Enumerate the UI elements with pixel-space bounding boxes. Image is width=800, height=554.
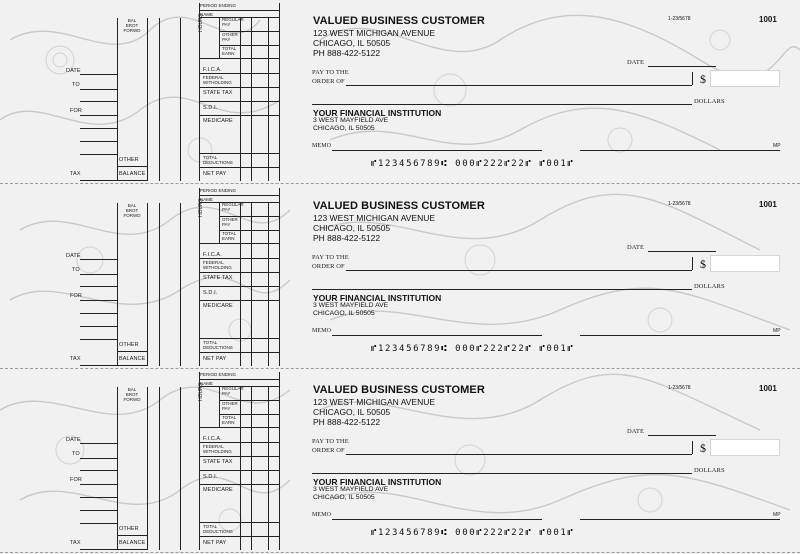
rule-line bbox=[199, 372, 200, 550]
check-3 bbox=[0, 369, 800, 553]
rule-line bbox=[580, 519, 780, 520]
rule-line bbox=[80, 313, 117, 314]
rule-line bbox=[199, 101, 279, 102]
rule-line bbox=[199, 536, 279, 537]
text-line: PAY bbox=[222, 207, 231, 212]
text-line: BROT bbox=[125, 23, 139, 28]
rule-line bbox=[199, 286, 279, 287]
pay-to-label: PAY TO THE bbox=[312, 438, 349, 445]
rule-line bbox=[219, 386, 220, 427]
text-line: 3 WEST MAYFIELD AVE bbox=[313, 302, 389, 309]
text-line: CHICAGO, IL 50505 bbox=[313, 38, 391, 48]
tax-label: TAX bbox=[70, 356, 81, 362]
dollar-sign: $ bbox=[700, 441, 706, 455]
routing-fraction: 1-23/5678 bbox=[668, 16, 691, 22]
rule-line bbox=[219, 45, 279, 46]
memo-label: MEMO bbox=[312, 512, 332, 518]
customer-name: VALUED BUSINESS CUSTOMER bbox=[313, 384, 485, 396]
rule-line bbox=[180, 203, 181, 366]
date-label: DATE bbox=[66, 253, 81, 259]
text-line: FORWD bbox=[123, 397, 141, 402]
rule-line bbox=[80, 274, 117, 275]
customer-name: VALUED BUSINESS CUSTOMER bbox=[313, 200, 485, 212]
rule-line bbox=[147, 18, 148, 181]
rule-line bbox=[80, 339, 117, 340]
rule-line bbox=[117, 535, 147, 536]
dollar-sign: $ bbox=[700, 257, 706, 271]
rule-line bbox=[648, 435, 716, 436]
net-pay-label: NET PAY bbox=[203, 540, 227, 546]
rule-line bbox=[279, 3, 280, 181]
period-ending-label: PERIOD ENDING bbox=[200, 188, 237, 193]
text-line: FEDERAL bbox=[203, 75, 224, 80]
date-label: DATE bbox=[66, 437, 81, 443]
perforation bbox=[0, 552, 800, 553]
rule-line bbox=[117, 549, 147, 550]
rule-line bbox=[268, 386, 269, 550]
rule-line bbox=[80, 286, 117, 287]
rule-line bbox=[219, 17, 220, 58]
rule-line bbox=[199, 188, 200, 366]
check-date-label: DATE bbox=[627, 59, 645, 66]
rule-line bbox=[199, 258, 279, 259]
rule-line bbox=[80, 365, 117, 366]
bank-address bbox=[313, 117, 388, 133]
rule-line bbox=[199, 442, 279, 443]
text-line: TOTAL bbox=[222, 46, 237, 51]
text-line: OTHER bbox=[222, 401, 238, 406]
medicare-label: MEDICARE bbox=[203, 303, 233, 309]
rule-line bbox=[147, 203, 148, 366]
rule-line bbox=[199, 272, 279, 273]
rule-line bbox=[199, 10, 279, 11]
amount-box[interactable] bbox=[710, 70, 780, 87]
text-line: 123 WEST MICHIGAN AVENUE bbox=[313, 213, 436, 223]
bal-brot-forwd-label bbox=[123, 203, 141, 218]
pay-to-label: PAY TO THE bbox=[312, 254, 349, 261]
rule-line bbox=[219, 400, 279, 401]
rule-line bbox=[251, 386, 252, 550]
text-line: TOTAL bbox=[222, 415, 237, 420]
text-line: 123 WEST MICHIGAN AVENUE bbox=[313, 397, 436, 407]
rule-line bbox=[199, 352, 279, 353]
text-line: CHICAGO, IL 50505 bbox=[313, 125, 375, 132]
rule-line bbox=[117, 351, 147, 352]
hours-label: HOURS bbox=[198, 382, 204, 401]
rule-line bbox=[199, 58, 279, 59]
rule-line bbox=[219, 216, 279, 217]
bal-brot-forwd-label bbox=[123, 18, 141, 33]
check-date-label: DATE bbox=[627, 244, 645, 251]
mp-label: MP bbox=[773, 512, 781, 518]
bank-address bbox=[313, 486, 388, 502]
rule-line bbox=[332, 519, 542, 520]
rule-line bbox=[648, 251, 716, 252]
check-date-label: DATE bbox=[627, 428, 645, 435]
rule-line bbox=[199, 427, 279, 428]
rule-line bbox=[80, 523, 117, 524]
customer-address bbox=[313, 28, 435, 58]
sdi-label: S.D.I. bbox=[203, 290, 218, 296]
rule-line bbox=[80, 470, 117, 471]
rule-line bbox=[199, 115, 279, 116]
pay-to-label: PAY TO THE bbox=[312, 69, 349, 76]
rule-line bbox=[199, 167, 279, 168]
name-label: NAME bbox=[200, 197, 214, 202]
rule-line bbox=[692, 72, 693, 85]
mp-label: MP bbox=[773, 143, 781, 149]
rule-line bbox=[580, 150, 780, 151]
check-number: 1001 bbox=[759, 200, 777, 209]
medicare-label: MEDICARE bbox=[203, 118, 233, 124]
rule-line bbox=[648, 66, 716, 67]
order-of-label: ORDER OF bbox=[312, 447, 345, 454]
order-of-label: ORDER OF bbox=[312, 78, 345, 85]
rule-line bbox=[80, 484, 117, 485]
rule-line bbox=[80, 497, 117, 498]
text-line: FEDERAL bbox=[203, 260, 224, 265]
rule-line bbox=[80, 115, 117, 116]
text-line: REGULAR bbox=[222, 17, 244, 22]
for-label: FOR bbox=[70, 293, 82, 299]
rule-line bbox=[312, 473, 692, 474]
amount-box[interactable] bbox=[710, 439, 780, 456]
text-line: EARN bbox=[222, 236, 235, 241]
text-line: 123 WEST MICHIGAN AVENUE bbox=[313, 28, 436, 38]
text-line: DEDUCTIONS bbox=[203, 160, 233, 165]
rule-line bbox=[199, 87, 279, 88]
rule-line bbox=[199, 456, 279, 457]
rule-line bbox=[219, 31, 279, 32]
rule-line bbox=[346, 270, 692, 271]
text-line: REGULAR bbox=[222, 386, 244, 391]
micr-line: ⑈123456789⑆ 000⑈222⑈22⑈ ⑈001⑈ bbox=[371, 159, 575, 169]
other-pay-label bbox=[222, 32, 238, 42]
medicare-label: MEDICARE bbox=[203, 487, 233, 493]
routing-fraction: 1-23/5678 bbox=[668, 201, 691, 207]
rule-line bbox=[199, 470, 279, 471]
rule-line bbox=[117, 180, 147, 181]
memo-label: MEMO bbox=[312, 328, 332, 334]
rule-line bbox=[332, 150, 542, 151]
text-line: OTHER bbox=[222, 217, 238, 222]
total-deductions-label bbox=[203, 340, 233, 350]
period-ending-label: PERIOD ENDING bbox=[200, 372, 237, 377]
text-line: CHICAGO, IL 50505 bbox=[313, 494, 375, 501]
text-line: WITHOLDING bbox=[203, 265, 232, 270]
text-line: EARN bbox=[222, 420, 235, 425]
bank-address bbox=[313, 302, 388, 318]
rule-line bbox=[268, 202, 269, 366]
text-line: BAL bbox=[127, 387, 137, 392]
text-line: BROT bbox=[125, 208, 139, 213]
rule-line bbox=[199, 153, 279, 154]
check-number: 1001 bbox=[759, 384, 777, 393]
rule-line bbox=[80, 141, 117, 142]
text-line: FORWD bbox=[123, 213, 141, 218]
rule-line bbox=[219, 230, 279, 231]
mp-label: MP bbox=[773, 328, 781, 334]
rule-line bbox=[332, 335, 542, 336]
rule-line bbox=[692, 257, 693, 270]
text-line: CHICAGO, IL 50505 bbox=[313, 223, 391, 233]
rule-line bbox=[279, 188, 280, 366]
rule-line bbox=[80, 128, 117, 129]
fica-label: F.I.C.A. bbox=[203, 436, 222, 442]
rule-line bbox=[199, 484, 279, 485]
to-label: TO bbox=[72, 82, 80, 88]
to-label: TO bbox=[72, 451, 80, 457]
total-earn-label bbox=[222, 46, 236, 56]
rule-line bbox=[268, 17, 269, 181]
state-tax-label: STATE TAX bbox=[203, 459, 233, 465]
other-label: OTHER bbox=[119, 157, 139, 163]
text-line: FEDERAL bbox=[203, 444, 224, 449]
text-line: TOTAL bbox=[203, 340, 218, 345]
date-label: DATE bbox=[66, 68, 81, 74]
rule-line bbox=[117, 387, 118, 550]
text-line: PH 888-422-5122 bbox=[313, 48, 381, 58]
to-label: TO bbox=[72, 267, 80, 273]
text-line: OTHER bbox=[222, 32, 238, 37]
bank-name: YOUR FINANCIAL INSTITUTION bbox=[313, 293, 442, 303]
rule-line bbox=[199, 379, 279, 380]
text-line: PH 888-422-5122 bbox=[313, 417, 381, 427]
dollars-label: DOLLARS bbox=[694, 467, 725, 474]
rule-line bbox=[199, 195, 279, 196]
rule-line bbox=[312, 289, 692, 290]
rule-line bbox=[80, 101, 117, 102]
text-line: BAL bbox=[127, 18, 137, 23]
text-line: BAL bbox=[127, 203, 137, 208]
rule-line bbox=[219, 202, 220, 243]
text-line: TOTAL bbox=[203, 524, 218, 529]
for-label: FOR bbox=[70, 108, 82, 114]
text-line: 3 WEST MAYFIELD AVE bbox=[313, 486, 389, 493]
rule-line bbox=[199, 338, 279, 339]
fica-label: F.I.C.A. bbox=[203, 252, 222, 258]
dollar-sign: $ bbox=[700, 72, 706, 86]
bank-name: YOUR FINANCIAL INSTITUTION bbox=[313, 477, 442, 487]
customer-address bbox=[313, 213, 435, 243]
rule-line bbox=[199, 73, 279, 74]
for-label: FOR bbox=[70, 477, 82, 483]
text-line: EARN bbox=[222, 51, 235, 56]
federal-withholding-label bbox=[203, 260, 232, 270]
rule-line bbox=[80, 549, 117, 550]
rule-line bbox=[147, 387, 148, 550]
rule-line bbox=[199, 17, 279, 18]
routing-fraction: 1-23/5678 bbox=[668, 385, 691, 391]
rule-line bbox=[80, 259, 117, 260]
rule-line bbox=[346, 454, 692, 455]
bal-brot-forwd-label bbox=[123, 387, 141, 402]
memo-label: MEMO bbox=[312, 143, 332, 149]
text-line: PH 888-422-5122 bbox=[313, 233, 381, 243]
state-tax-label: STATE TAX bbox=[203, 275, 233, 281]
text-line: WITHOLDING bbox=[203, 449, 232, 454]
rule-line bbox=[117, 18, 118, 181]
total-earn-label bbox=[222, 415, 236, 425]
text-line: PAY bbox=[222, 22, 231, 27]
balance-label: BALANCE bbox=[119, 171, 146, 177]
name-label: NAME bbox=[200, 12, 214, 17]
rule-line bbox=[117, 365, 147, 366]
text-line: BROT bbox=[125, 392, 139, 397]
rule-line bbox=[80, 180, 117, 181]
federal-withholding-label bbox=[203, 75, 232, 85]
text-line: 3 WEST MAYFIELD AVE bbox=[313, 117, 389, 124]
total-deductions-label bbox=[203, 155, 233, 165]
total-earn-label bbox=[222, 231, 236, 241]
order-of-label: ORDER OF bbox=[312, 263, 345, 270]
check-1 bbox=[0, 0, 800, 184]
micr-line: ⑈123456789⑆ 000⑈222⑈22⑈ ⑈001⑈ bbox=[371, 528, 575, 538]
rule-line bbox=[279, 372, 280, 550]
text-line: DEDUCTIONS bbox=[203, 345, 233, 350]
rule-line bbox=[80, 510, 117, 511]
total-deductions-label bbox=[203, 524, 233, 534]
rule-line bbox=[80, 154, 117, 155]
text-line: CHICAGO, IL 50505 bbox=[313, 407, 391, 417]
hours-label: HOURS bbox=[198, 198, 204, 217]
other-label: OTHER bbox=[119, 342, 139, 348]
net-pay-label: NET PAY bbox=[203, 356, 227, 362]
rule-line bbox=[199, 3, 200, 181]
federal-withholding-label bbox=[203, 444, 232, 454]
dollars-label: DOLLARS bbox=[694, 283, 725, 290]
fica-label: F.I.C.A. bbox=[203, 67, 222, 73]
text-line: PAY bbox=[222, 391, 231, 396]
other-pay-label bbox=[222, 401, 238, 411]
rule-line bbox=[346, 85, 692, 86]
balance-label: BALANCE bbox=[119, 356, 146, 362]
rule-line bbox=[117, 166, 147, 167]
rule-line bbox=[580, 335, 780, 336]
text-line: PAY bbox=[222, 37, 231, 42]
rule-line bbox=[251, 17, 252, 181]
rule-line bbox=[199, 386, 279, 387]
text-line: PAY bbox=[222, 222, 231, 227]
sdi-label: S.D.I. bbox=[203, 105, 218, 111]
rule-line bbox=[692, 441, 693, 454]
rule-line bbox=[240, 386, 241, 550]
text-line: CHICAGO, IL 50505 bbox=[313, 310, 375, 317]
rule-line bbox=[219, 414, 279, 415]
amount-box[interactable] bbox=[710, 255, 780, 272]
period-ending-label: PERIOD ENDING bbox=[200, 3, 237, 8]
rule-line bbox=[80, 443, 117, 444]
hours-label: HOURS bbox=[198, 13, 204, 32]
rule-line bbox=[199, 300, 279, 301]
rule-line bbox=[312, 104, 692, 105]
other-pay-label bbox=[222, 217, 238, 227]
text-line: TOTAL bbox=[222, 231, 237, 236]
dollars-label: DOLLARS bbox=[694, 98, 725, 105]
rule-line bbox=[159, 18, 160, 181]
bank-name: YOUR FINANCIAL INSTITUTION bbox=[313, 108, 442, 118]
rule-line bbox=[180, 387, 181, 550]
rule-line bbox=[199, 243, 279, 244]
text-line: TOTAL bbox=[203, 155, 218, 160]
text-line: PAY bbox=[222, 406, 231, 411]
rule-line bbox=[117, 203, 118, 366]
micr-line: ⑈123456789⑆ 000⑈222⑈22⑈ ⑈001⑈ bbox=[371, 344, 575, 354]
net-pay-label: NET PAY bbox=[203, 171, 227, 177]
state-tax-label: STATE TAX bbox=[203, 90, 233, 96]
rule-line bbox=[80, 300, 117, 301]
sdi-label: S.D.I. bbox=[203, 474, 218, 480]
rule-line bbox=[180, 18, 181, 181]
text-line: WITHOLDING bbox=[203, 80, 232, 85]
rule-line bbox=[159, 203, 160, 366]
customer-name: VALUED BUSINESS CUSTOMER bbox=[313, 15, 485, 27]
rule-line bbox=[80, 74, 117, 75]
rule-line bbox=[159, 387, 160, 550]
text-line: REGULAR bbox=[222, 202, 244, 207]
rule-line bbox=[80, 458, 117, 459]
balance-label: BALANCE bbox=[119, 540, 146, 546]
rule-line bbox=[199, 522, 279, 523]
rule-line bbox=[80, 326, 117, 327]
rule-line bbox=[199, 202, 279, 203]
check-number: 1001 bbox=[759, 15, 777, 24]
check-2 bbox=[0, 185, 800, 369]
tax-label: TAX bbox=[70, 171, 81, 177]
customer-address bbox=[313, 397, 435, 427]
rule-line bbox=[240, 202, 241, 366]
rule-line bbox=[80, 89, 117, 90]
text-line: DEDUCTIONS bbox=[203, 529, 233, 534]
tax-label: TAX bbox=[70, 540, 81, 546]
rule-line bbox=[240, 17, 241, 181]
other-label: OTHER bbox=[119, 526, 139, 532]
name-label: NAME bbox=[200, 381, 214, 386]
perforation bbox=[0, 183, 800, 184]
rule-line bbox=[251, 202, 252, 366]
text-line: FORWD bbox=[123, 28, 141, 33]
